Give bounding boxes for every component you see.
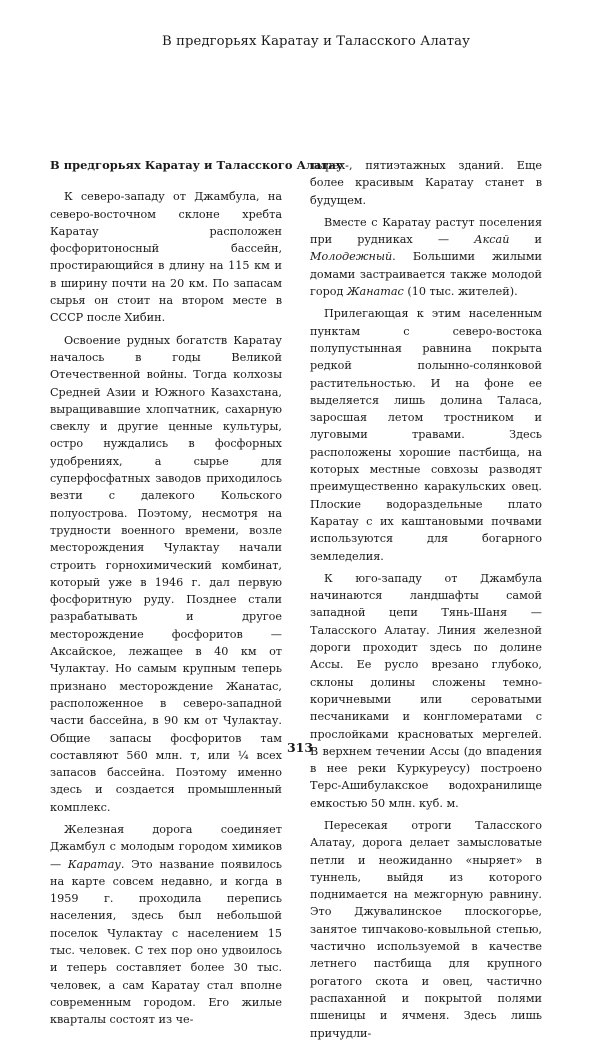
right-column	[310, 157, 542, 1042]
paragraph: Прилегающая к этим населенным пунктам с северо-востока полупустынная равнина покрыта редкой полынно-солянковой растительностью. И на фоне ее выделяется лишь долина Таласа, заросшая летом тростником и луговыми травами. Здесь расположены хорошие пастбища, на которых местные совхозы разводят преимущественно каракульских овец. Плоские водораздельные плато Каратау с их каштановыми почвами используются для богарного земледелия.	[310, 307, 542, 563]
page-number: 313	[286, 740, 314, 755]
text-span: . Большими жилыми домами застраивается также молодой город	[310, 250, 542, 299]
place-name: Каратау	[67, 857, 121, 871]
paragraph: Освоение рудных богатств Каратау началось в годы Великой Отечественной войны. Тогда колхозы Средней Азии и Южного Казахстана, выращивавшие хлопчатник, сахарную свеклу и другие ценные культуры, остро нуждались в фосфорных удобрениях, а сырье для суперфосфатных заводов приходилось везти с далекого Кольского полуострова. Поэтому, несмотря на трудности военного времени, возле месторождения Чулактау начали строить горнохимический комбинат, который уже в 1946 г. дал первую фосфоритную руду. Позднее стали разрабатывать и другое месторождение фосфоритов — Аксайское, лежащее в 40 км от Чулактау. Но самым крупным теперь признано месторождение Жанатас, расположенное в северо-западной части бассейна, в 90 км от Чулактау. Общие запасы фосфоритов там составляют 560 млн. т, или ¼ всех запасов бассейна. Поэтому именно здесь и создается промышленный комплекс.	[50, 333, 282, 814]
paragraph: Пересекая отроги Таласского Алатау, дорога делает замысловатые петли и неожиданно «ныряет» в туннель, выйдя из которого поднимается на межгорную равнину. Это Джувалинское плоскогорье, занятое типчаково-ковыльной степью, частично используемой в качестве летнего пастбища для крупного рогатого скота и овец, частично распаханной и покрытой полями пшеницы и ячменя. Здесь лишь причудли-	[310, 818, 542, 1040]
text-span: и	[509, 233, 542, 247]
place-name: Жанатас	[346, 285, 404, 299]
place-name: Аксай	[474, 233, 510, 247]
paragraph: К северо-западу от Джамбула, на северо-восточном склоне хребта Каратау расположен фосфоритоносный бассейн, простирающийся в длину на 115 км и в ширину почти на 20 км. По запасам сырья он стоит на втором месте в СССР после Хибин.	[50, 190, 282, 325]
paragraph-continued: тырех-, пятиэтажных зданий. Еще более красивым Каратау станет в будущем.	[310, 159, 542, 207]
text-span: Железная дорога соединяет Джамбул с молодым городом химиков —	[50, 822, 282, 871]
paragraph	[310, 214, 542, 300]
text-span: . Это название появилось на карте совсем недавно, и когда в 1959 г. проходила перепись населения, здесь был небольшой поселок Чулактау с населением 15 тыс. человек. С тех пор оно удвоилось и теперь составляет более 30 тыс. человек, а сам Каратау стал вполне современным городом. Его жилые кварталы состоят из че-	[50, 857, 282, 1027]
place-name: Молодежный	[310, 250, 393, 264]
text-span: (10 тыс. жителей).	[403, 285, 518, 299]
paragraph	[50, 821, 282, 1029]
text-span: Вместе с Каратау растут поселения при рудниках —	[310, 215, 542, 247]
section-title: В предгорьях Каратау и Таласского Алатау	[50, 158, 344, 172]
running-header: В предгорьях Каратау и Таласского Алатау	[162, 34, 470, 49]
paragraph: К юго-западу от Джамбула начинаются ландшафты самой западной цепи Тянь-Шаня — Таласского Алатау. Линия железной дороги проходит здесь по долине Ассы. Ее русло врезано глубоко, склоны долины сложены темно-коричневыми или сероватыми песчаниками и конгломератами с прослойками красноватых мергелей. В верхнем течении Ассы (до впадения в нее реки Куркуреусу) построено Терс-Ашибулакское водохранилище емкостью 50 млн. куб. м.	[310, 571, 542, 810]
